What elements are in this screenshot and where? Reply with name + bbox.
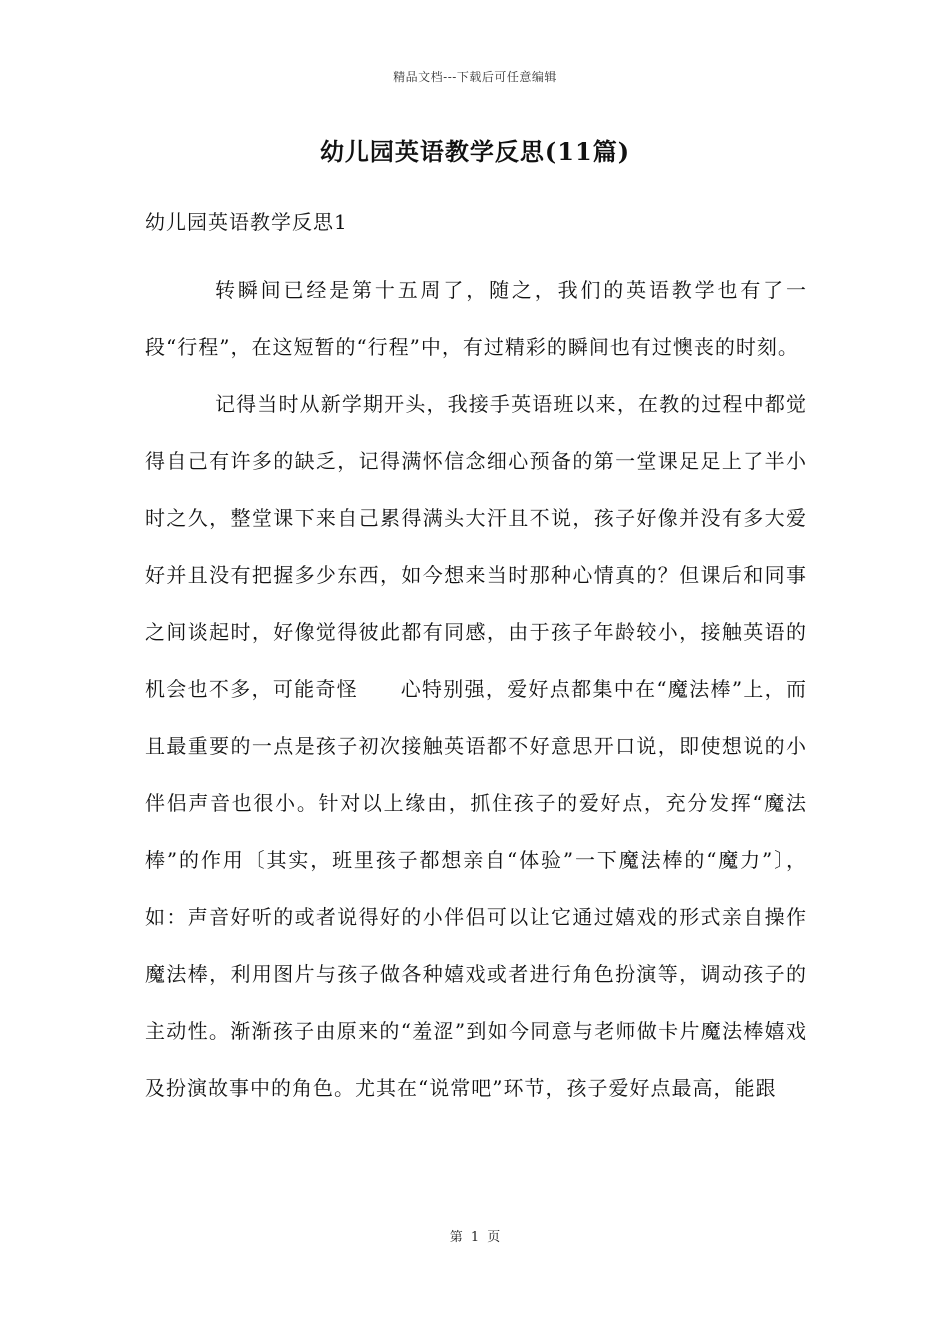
document-title: 幼儿园英语教学反思(11篇) (319, 137, 631, 166)
paragraph: 记得当时从新学期开头，我接手英语班以来，在教的过程中都觉得自己有许多的缺乏，记得满怀信念细心预备的第一堂课足足上了半小时之久，整堂课下来自己累得满头大汗且不说，孩子好像并没有多大爱好并且没有把握多少东西，如今想来当时那种心情真的？但课后和同事之间谈起时，好像觉得彼此都有同感，由于孩子年龄较小，接触英语的机会也不多，可能奇怪 心特别强，爱好点都集中在“魔法棒”上，而且最重要的一点是孩子初次接触英语都不好意思开口说，即使想说的小伴侣声音也很小。针对以上缘由，抓住孩子的爱好点，充分发挥“魔法棒”的作用〔其实，班里孩子都想亲自“体验”一下魔法棒的“魔力”〕，如：声音好听的或者说得好的小伴侣可以让它通过嬉戏的形式亲自操作魔法棒，利用图片与孩子做各种嬉戏或者进行角色扮演等，调动孩子的主动性。渐渐孩子由原来的“羞涩”到如今同意与老师做卡片魔法棒嬉戏及扮演故事中的角色。尤其在“说常吧”环节，孩子爱好点最高，能跟 (145, 392, 807, 1100)
page-header: 精品文档---下载后可任意编辑 (393, 70, 557, 84)
section-title: 幼儿园英语教学反思1 (145, 210, 348, 234)
paragraph: 转瞬间已经是第十五周了，随之，我们的英语教学也有了一段“行程”，在这短暂的“行程”中，有过精彩的瞬间也有过懊丧的时刻。 (145, 278, 807, 359)
page-number: 第 1 页 (449, 1230, 501, 1245)
body-text (145, 262, 807, 1117)
